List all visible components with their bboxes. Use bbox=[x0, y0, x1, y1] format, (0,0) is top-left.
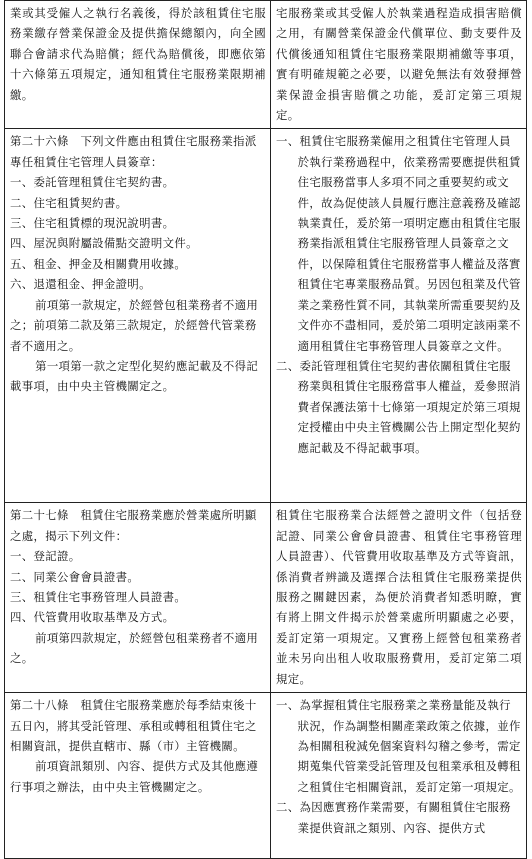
explanation-item: 一、租賃住宅服務業僱用之租賃住宅管理人員於執行業務過程中，依業務需要應提供租賃住宅服務當事人多項不同之重要契約或文件，故為促使該人員履行應注意義務及確認執業責任，爰於第一項明定應由租賃住宅服務業指派租賃住宅服務管理人員簽章之文件，以保障租賃住宅服務當事人權益及落實租賃住宅專業服務品質。另因包租業及代管業之業務性質不同，其執業所需重要契約及文件亦不盡相同，爰於第二項明定該兩業不適用租賃住宅事務管理人員簽章之文件。 bbox=[276, 134, 521, 353]
explanation-item: 二、為因應實務作業需要，有關租賃住宅服務業提供資訊之類別、內容、提供方式 bbox=[276, 800, 511, 835]
explanation-item: 一、為掌握租賃住宅服務業之業務量能及執行狀況，作為調整相關產業政策之依據，並作為相關租稅減免個案資料勾稽之參考，需定期蒐集代管業受託管理及包租業承租及轉租之租賃住宅相關資訊，爰訂定第一項規定。 bbox=[276, 698, 521, 794]
article-note: 前項資訊類別、內容、提供方式及其他應遵行事項之辦法，由中央主管機關定之。 bbox=[10, 759, 259, 794]
explanation-cell bbox=[271, 693, 527, 859]
article-item: 一、委託管理租賃住宅契約書。 bbox=[10, 175, 175, 190]
article-item: 三、租賃住宅事務管理人員證書。 bbox=[10, 590, 187, 605]
explanation-cell bbox=[271, 129, 527, 503]
table-row bbox=[5, 1, 527, 129]
explanation-cell bbox=[271, 503, 527, 693]
table-row bbox=[5, 503, 527, 693]
article-item: 二、住宅租賃契約書。 bbox=[10, 195, 128, 210]
article-item: 四、代管費用收取基準及方式。 bbox=[10, 610, 175, 625]
article-item: 一、登記證。 bbox=[10, 549, 81, 564]
explanation-text: 宅服務業或其受僱人於執業過程造成損害賠償之用，有關營業保證金代償單位、動支要件及代償後通知租賃住宅服務業限期補繳等事項，實有明確規範之必要，以避免無法有效發揮營業保證金損害賠償之功能，爰訂定第三項規定。 bbox=[276, 6, 522, 123]
article-item: 六、退還租金、押金證明。 bbox=[10, 277, 151, 292]
explanation-text: 租賃住宅服務業合法經營之證明文件（包括登記證、同業公會會員證書、租賃住宅事務管理人員證書）、代管費用收取基準及方式等資訊，係消費者辨識及選擇合法租賃住宅服務業提供服務之關鍵因素，為便於消費者知悉明瞭，實有將上開文件揭示於營業處所明顯處之必要，爰訂定第一項規定。又實務上經營包租業務者並未另向出租人收取服務費用，爰訂定第二項規定。 bbox=[276, 508, 522, 686]
article-note: 前項第四款規定，於經營包租業務者不適用之。 bbox=[10, 630, 259, 666]
article-item: 四、屋況與附屬設備點交證明文件。 bbox=[10, 236, 198, 251]
article-item: 五、租金、押金及相關費用收據。 bbox=[10, 256, 187, 271]
article-item: 二、同業公會會員證書。 bbox=[10, 569, 140, 584]
explanation-item: 二、委託管理租賃住宅契約書依關租賃住宅服務業與租賃住宅服務當事人權益，爰參照消費者保護法第十七條第一項規定於第三項規定授權由中央主管機關公告上開定型化契約應記載及不得記載事項。 bbox=[276, 358, 521, 455]
article-note: 前項第一款規定，於經營包租業務者不適用之；前項第二款及第三款規定，於經營代管業務者不適用之。 bbox=[10, 297, 259, 353]
article-cell bbox=[5, 503, 271, 693]
article-note: 第一項第一款之定型化契約應記載及不得記載事項，由中央主管機關定之。 bbox=[10, 358, 259, 394]
article-cell bbox=[5, 693, 271, 859]
table-row bbox=[5, 693, 527, 859]
article-title: 第二十八條 租賃住宅服務業應於每季結束後十五日內，將其受託管理、承租或轉租租賃住宅之相關資訊，提供直轄市、縣（市）主管機關。 bbox=[10, 698, 257, 753]
article-cell bbox=[5, 129, 271, 503]
article-text: 業或其受僱人之執行名義後，得於該租賃住宅服務業繳存營業保證金及提供擔保總額內，向全國聯合會請求代為賠償；經代為賠償後，即應依第十六條第五項規定，通知租賃住宅服務業限期補繳。 bbox=[10, 6, 266, 102]
article-title: 第二十六條 下列文件應由租賃住宅服務業指派專任租賃住宅管理人員簽章： bbox=[10, 134, 257, 169]
table-row bbox=[5, 129, 527, 503]
article-cell bbox=[5, 1, 271, 129]
article-title: 第二十七條 租賃住宅服務業應於營業處所明顯之處，揭示下列文件： bbox=[10, 508, 257, 543]
regulation-table bbox=[4, 0, 527, 859]
article-item: 三、住宅租賃標的現況說明書。 bbox=[10, 216, 175, 231]
explanation-cell bbox=[271, 1, 527, 129]
